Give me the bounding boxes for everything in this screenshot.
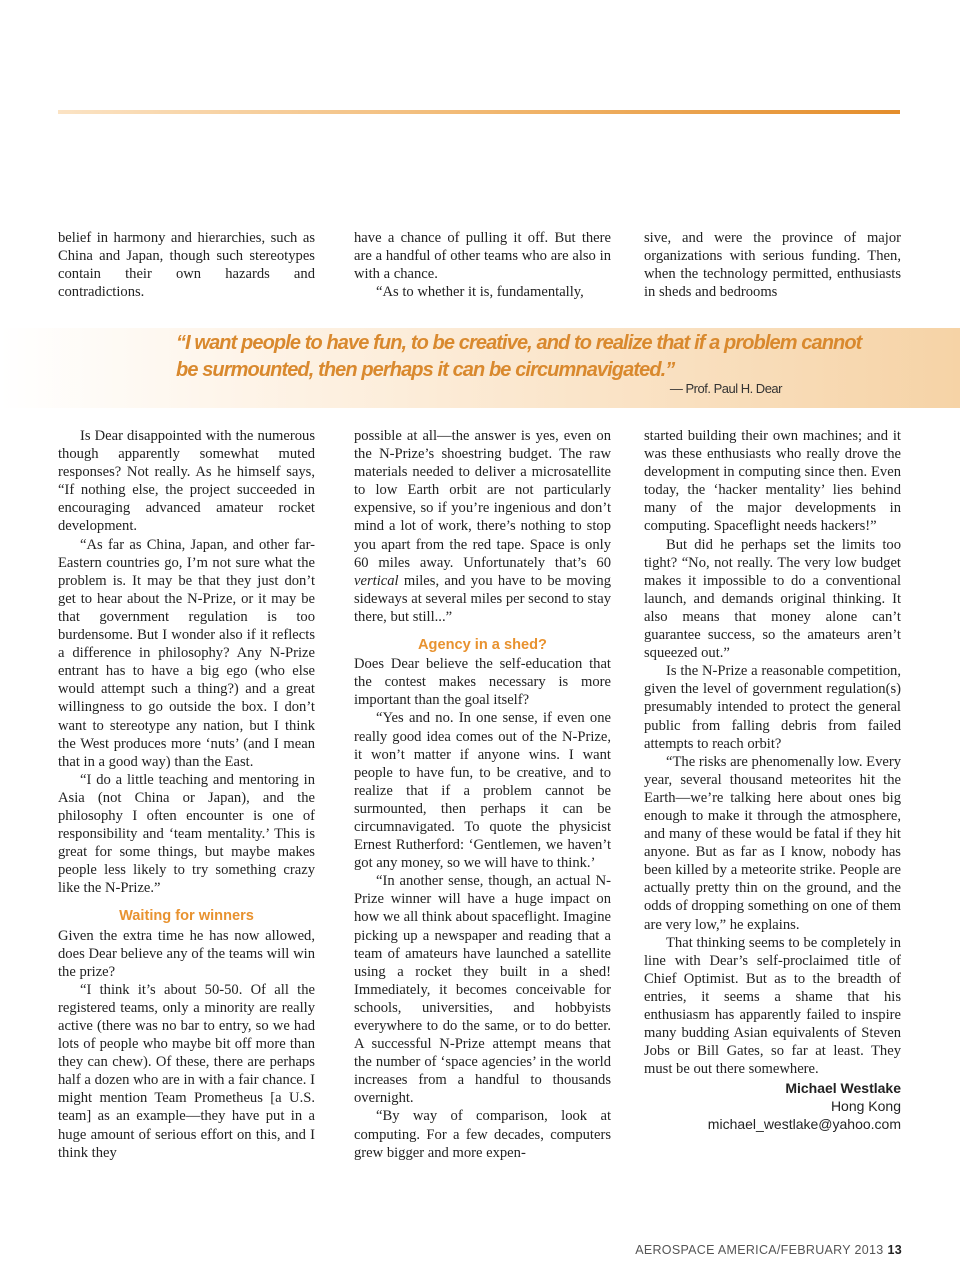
- section-heading: Waiting for winners: [119, 908, 254, 925]
- paragraph: Is Dear disappointed with the numerous though apparently somewhat muted responses? Not really. As he himself says, “If nothing else, the project succeeded in encouraging advanced amateur rocket development.: [58, 428, 315, 535]
- paragraph: “As far as China, Japan, and other far-Eastern countries go, I’m not sure what the problem is. It may be that they just don’t get to hear about the N-Prize, or it may be that government regulation is too burdensome. But I wonder also if it reflects a difference in philosophy? Any N-Prize entrant has to have a big ego (who else would attempt such a thing?) and a great willingness to go outside the box. I don’t want to stereotype any nation, but I think the West produces more ‘nuts’ (and I mean that in a good way) than the East.: [58, 536, 315, 770]
- paragraph: Does Dear believe the self-education that the contest makes necessary is more important than the goal itself?: [354, 656, 611, 709]
- header-accent-rule: [58, 110, 900, 114]
- paragraph: Given the extra time he has now allowed, does Dear believe any of the teams will win the prize?: [58, 927, 315, 980]
- author-location: Hong Kong: [830, 1098, 901, 1115]
- paragraph-text: miles, and you have to be moving sideways at several miles per second to stay there, but still...”: [354, 572, 611, 625]
- author-email: michael_westlake@yahoo.com: [707, 1116, 901, 1133]
- top-paragraph: have a chance of pulling it off. But there are a handful of other teams who are also in with a chance.: [354, 230, 611, 283]
- pull-quote-attribution: — Prof. Paul H. Dear: [669, 381, 782, 396]
- article-column-2: [354, 427, 611, 1162]
- paragraph-text: possible at all—the answer is yes, even on the N-Prize’s shoestring budget. The raw materials needed to deliver a microsatellite to low Earth orbit are not particularly expensive, so if you’re ingenious and don’t mind a lot of work, there’s nothing to stop you apart from the red tape. Space is only 60 miles away. Unfortunately that’s 60: [354, 428, 611, 571]
- paragraph: “In another sense, though, an actual N-Prize winner will have a huge impact on how we all think about spaceflight. Imagine picking up a newspaper and reading that a team of amateurs have launched a satellite using a rocket they built in a shed! Immediately, it becomes conceivable for schools, universities, and hobbyists everywhere to do the same, or to do better. A successful N-Prize attempt means that the number of ‘space agencies’ in the world increases from a handful to thousands overnight.: [354, 873, 611, 1107]
- article-column-1: [58, 427, 315, 1162]
- paragraph: started building their own machines; and it was these enthusiasts who really drove the development in computing since then. Even today, the ‘hacker mentality’ lies behind many of the major developments in computing. Spaceflight needs hackers!”: [644, 428, 901, 535]
- paragraph: “Yes and no. In one sense, if even one really good idea comes out of the N-Prize, it won’t matter if anyone wins. I want people to have fun, to be creative, and to realize that if a problem cannot be surmounted, then perhaps it can be circumnavigated. To quote the physicist Ernest Rutherford: ‘Gentlemen, we haven’t got any money, so we will have to think.’: [354, 710, 611, 872]
- paragraph: “I do a little teaching and mentoring in Asia (not China or Japan), and the philosophy I often encounter is one of responsibility and ‘team mentality.’ This is great for some things, but maybe makes people less likely to try something crazy like the N-Prize.”: [58, 771, 315, 897]
- paragraph: But did he perhaps set the limits too tight? “No, not really. The very low budget makes it impossible to do a conventional launch, and demands original thinking. It also means that money alone can’t guarantee success, so the amateurs aren’t squeezed out.”: [644, 536, 901, 662]
- page-footer: [635, 1243, 902, 1257]
- top-paragraph: “As to whether it is, fundamentally,: [376, 284, 584, 301]
- paragraph: That thinking seems to be completely in line with Dear’s self-proclaimed title of Chief Optimist. But as to the breadth of entries, it seems a shame that his enthusiasm has apparently failed to inspire many budding Asian equivalents of Steven Jobs or Bill Gates, so far at least. They must be out there somewhere.: [644, 934, 901, 1078]
- page-number: 13: [887, 1243, 902, 1257]
- top-column-2: [354, 229, 611, 305]
- paragraph: “The risks are phenomenally low. Every year, several thousand meteorites hit the Earth—we’re talking here about ones big enough to make it through the atmosphere, and many of these would be fatal if they hit anyone. But as far as I know, nobody has been killed by a meteorite strike. People are actually pretty thin on the ground, and the odds of dropping something on one of them are very low,” he explains.: [644, 753, 901, 933]
- top-paragraph: sive, and were the province of major organizations with serious funding. Then, when the technology permitted, enthusiasts in sheds and bedrooms: [644, 230, 901, 301]
- article-column-3: [644, 427, 901, 1133]
- emphasis-text: vertical: [354, 572, 399, 589]
- paragraph: Is the N-Prize a reasonable competition, given the level of government regulation(s) presumably intended to protect the general public from falling debris from failed attempts to reach orbit?: [644, 663, 901, 752]
- paragraph: [354, 427, 611, 626]
- pull-quote-text: “I want people to have fun, to be creative, and to realize that if a problem cannot be surmounted, then perhaps it can be circumnavigated.”: [176, 332, 862, 381]
- section-heading: Agency in a shed?: [418, 637, 547, 654]
- paragraph: “By way of comparison, look at computing. For a few decades, computers grew bigger and more expen-: [354, 1108, 611, 1161]
- publication-name: AEROSPACE AMERICA/FEBRUARY 2013: [635, 1243, 884, 1257]
- top-column-1: [58, 229, 315, 305]
- paragraph: “I think it’s about 50-50. Of all the registered teams, only a minority are really active (there was no bar to entry, so we had lots of people who maybe bit off more than they can chew). Of these, there are perhaps half a dozen who are in with a fair chance. I might mention Team Prometheus [a U.S. team] as an example—they have put in a huge amount of serious effort on this, and I think they: [58, 981, 315, 1161]
- top-column-3: [644, 229, 901, 305]
- author-signature: [644, 1079, 901, 1133]
- top-paragraph: belief in harmony and hierarchies, such as China and Japan, though such stereotypes contain their own hazards and contradictions.: [58, 230, 315, 301]
- author-name: Michael Westlake: [785, 1080, 901, 1097]
